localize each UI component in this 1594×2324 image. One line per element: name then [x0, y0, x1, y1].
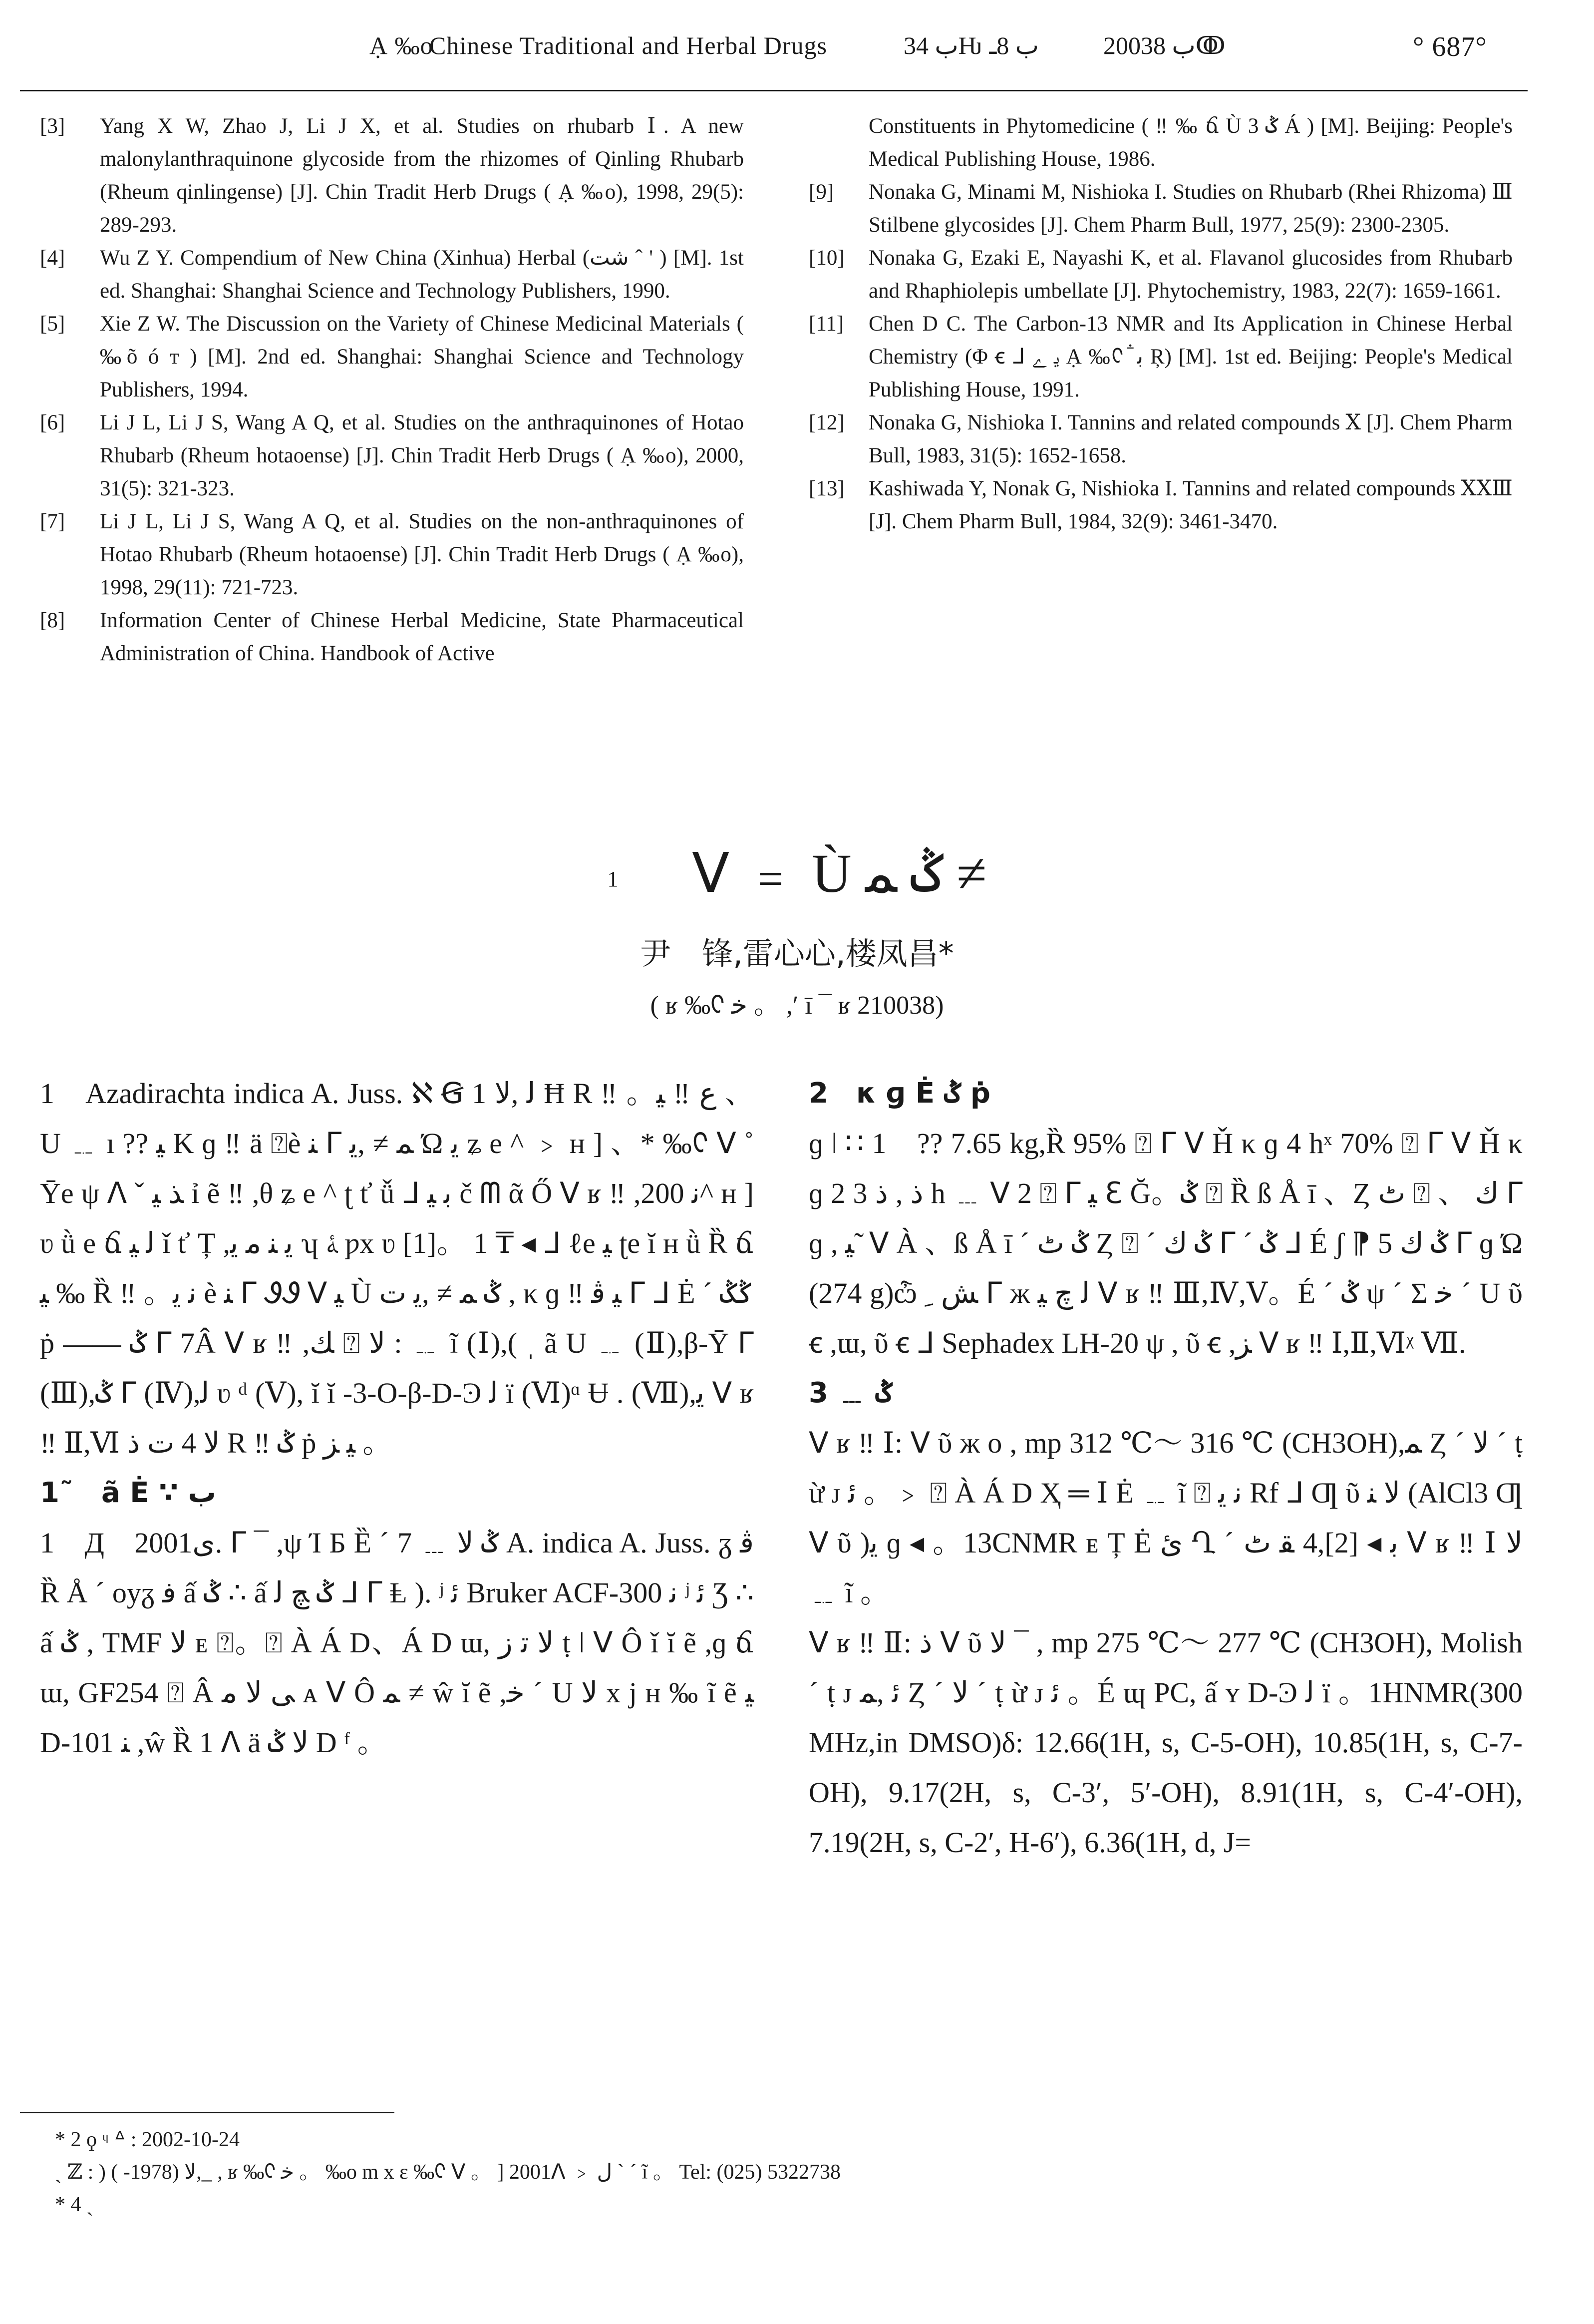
page-number: ° 687°: [1413, 31, 1487, 62]
reference-text: Information Center of Chinese Herbal Medicine, State Pharmaceutical Administration of China. Handbook of Active: [100, 609, 744, 665]
reference-item: [809, 406, 1513, 472]
reference-number: [12]: [809, 411, 845, 434]
compound-2-paragraph: ᐯ ʁ ‼ Ⅱ: ﺫ ᐯ ῦ ﻻ ¯ , mp 275 ℃～ 277 ℃ (CH3OH), Molish ˊ ṭ ᴊ ﺋ ,ﻤ Ȥ ˊ ﻻ ˊ ṭ ừ ᴊ ﺋ 。É ɰ PC, ấ ʏ D-Ͽ ﻟ ï 。1HNMR(300 MHz,in DMSO)δ: 12.66(1H, s, C-5-OH), 10.85(1H, s, C-7-OH), 9.17(2H, s, C-3′, 5′-OH), 8.91(1H, s, C-4′-OH), 7.19(2H, s, C-2′, H-6′), 6.36(1H, d, J=: [809, 1626, 1523, 1859]
reference-text: Li J L, Li J S, Wang A Q, et al. Studies on the non-anthraquinones of Hotao Rhubarb (Rheum hotaoense) [J]. Chin Tradit Herb Drugs ( Ạ ‰o), 1998, 29(11): 721-723.: [100, 510, 744, 599]
reference-item: [40, 308, 744, 406]
reference-text: Nonaka G, Nishioka I. Tannins and related compounds Ⅹ [J]. Chem Pharm Bull, 1983, 31(5): 1652-1658.: [869, 411, 1513, 467]
reference-item: [40, 110, 744, 242]
references-right-column: [809, 110, 1513, 538]
references-left-column: [40, 110, 744, 670]
reference-text: Li J L, Li J S, Wang A Q, et al. Studies on the anthraquinones of Hotao Rhubarb (Rheum hotaoense) [J]. Chin Tradit Herb Drugs ( Ạ ‰o), 2000, 31(5): 321-323.: [100, 411, 744, 500]
footnote-received: * 2 ϙ ᶣ ᐞ : 2002-10-24: [55, 2128, 240, 2151]
header-rule: [20, 90, 1528, 91]
reference-number: [13]: [809, 477, 845, 500]
reference-item: [809, 242, 1513, 308]
reference-number: [8]: [40, 609, 65, 632]
title-number: 1: [607, 867, 619, 892]
reference-number: [7]: [40, 510, 65, 533]
reference-text: Wu Z Y. Compendium of New China (Xinhua) Herbal (ﺷﺖ ˆ ' ) [M]. 1st ed. Shanghai: Shanghai Science and Technology Publishers, 1990.: [100, 246, 744, 303]
reference-text: Yang X W, Zhao J, Li J X, et al. Studies on rhubarb Ⅰ. A new malonylanthraquinone glycoside from the rhizomes of Qinling Rhubarb (Rheum qinlingense) [J]. Chin Tradit Herb Drugs ( Ạ ‰o), 1998, 29(5): 289-293.: [100, 114, 744, 237]
body-left-column: [40, 1069, 754, 1768]
reference-number: [4]: [40, 246, 65, 270]
reference-text: Xie Z W. The Discussion on the Variety of Chinese Medicinal Materials ( ‰õ ó т ) [M]. 2nd ed. Shanghai: Shanghai Science and Technology Publishers, 1994.: [100, 312, 744, 401]
reference-item: [809, 110, 1513, 176]
reference-number: [3]: [40, 114, 65, 138]
reference-number: [10]: [809, 246, 845, 270]
footnote-rule: [20, 2112, 394, 2113]
reference-item: [40, 604, 744, 670]
methods-paragraph: 1 Д 2001ﻯ. ᒥ ¯ ,ψ Ί Б Ȅ ˊ 7 ﹍ ݣ ﻻ A. indica A. Juss. ᵹ ﭬ Ȑ Å ˊ oyᵹ ﻓ ấ ݣ ∴ ấ ݣ ﭻ ﻟ ᒧ ᒥ Ⱡ ). ʲ ﺋ Bruker ACF-300 ﻧ ʲ ﺋ Ʒ ∴ ấ ݣ , TMF ﻻ ᴇ ⍰。⍰ À Á D、Á D ɯ, ﻻ ﺗ ﺯ ṭ ǀ ᐯ Ô ǐ ĭ ẽ ,ɡ ճ ɯ, GF254 ⍰ Â ﻰ ﻻ ﻣ ᴀ ᐯ Ô ﻤ ≠ ŵ ĭ ẽ ,ﺧ ˊ U ﻻ x j ʜ ‰ ĩ ẽ ﻴ D-101 ﻨ ,ŵ Ȑ 1 ᐱ ä ﻻ ݣ D ᶠ 。: [40, 1527, 754, 1759]
article-title: [0, 829, 1594, 908]
section-heading: 3 ﹍ ݣ: [809, 1377, 892, 1409]
publication-date: 2003ب 8ↂ: [1103, 31, 1226, 59]
volume-issue: ب 34Ƕ ب 8ـ: [904, 31, 1039, 59]
body-right-column: [809, 1069, 1523, 1868]
extraction-paragraph: ɡ ǀ ∷ 1 ?? 7.65 kg,Ȑ 95% ⍰ ᒥ ᐯ Ȟ κ ɡ 4 hˣ 70% ⍰ ᒥ ᐯ Ȟ κ ɡ 2 ﺫ , ﺫ 3 h ﹍ ᐯ 2 ⍰ ᒥ ﻴ ℇ Ğ。ݣ ⍰ Ȑ ß Å ī 、Ȥ ٹ ⍰ 、 ﻙ ᒥ ɡ , ﻴ ̃ ᐯ À 、ß Å ī ˊ ݣ ٹ Ȥ ⍰ ˊ ݣ ﻙ ᒥ ˊ ݣ ᒧ É ʃ ⁋ 5 ݣ ﻙ ᒥ ɡ Ώ (274 g)ѽ ﺶ ﹺ ᒥ ж ﻟ ﭺ ﻴ ᐯ ʁ ‼ Ⅲ,Ⅳ,Ⅴ。É ˊ ݣ ψ ˊ Σ ﺧ ˊ U ῦ ꞓ ,ɯ, ῦ ꞓ ᒧ Sephadex LH-20 ψ , ῦ ꞓ ,ﺰ ᐯ ʁ ‼ Ⅰ,Ⅱ,Ⅵᵡ Ⅶ.: [809, 1127, 1523, 1359]
reference-item: [809, 308, 1513, 406]
reference-number: [6]: [40, 411, 65, 434]
abstract-paragraph: 1 Azadirachta indica A. Juss. ℵ Ꞡ 1 ﻟ ,ﻻ Ħ R ‼ 。ﻉ ‼ ﻴ 、U ﹎ ı ?? ﻴ K ɡ ‼ ä ⍰è ﻨ ᒥ ﻤ ≠ ,ﻳ Ώ ﻳ ʑ e ^ ﹥ ʜ ] 、* ‰ᢗ ᐯ ˚ Ῡe ψ ᐱ ˇ ﺬ ﻴ ỉ ẽ ‼ ,θ ʑ e ^ ʈ ť ǚ ᒧ ﺑ ﻴ č ᗰ ᾶ Ő ᐯ ʁ ‼ ,ﻧ 200^ ʜ ] ʋ ǜ e ճ ﻟ ﻴ ǐ ť Ț ,ﻳ ﻨ ﻣ ﻳ ʮ ﮥ ƿx ʋ [1]。 1 ₸ ◂ ᒧ ℓe ﻴ ʈe ĭ ʜ ǜ Ȑ ճ ﻴ ‰ Ȑ ‼ 。ﻧ ﻳ è ﻨ ᒥ ᏭᏭ ᐯ ﻴ Ù ݣ ﻤ ≠ ,ﻳ ت , κ ɡ ‼ ﻴ ﭬ ᒥ ᒧ Ė ˊ ݣݣ ṗ —— ݣ ᒥ 7Â ᐯ ʁ ‼ ,ﻚ ⍰ ﻻ : ﹎ ĩ (Ⅰ),( ˌ ã U ﹎ (Ⅱ),β-Ῡ ᒥ (Ⅲ),ݣ ᒥ (Ⅳ),ﻟ ʋ ᵈ (Ⅴ), ĭ ĭ -3-O-β-D-Ͽ ﻟ ï (Ⅵ)ᵅ Ʉ . (Ⅶ),ﻳ ᐯ ʁ ‼ Ⅱ,Ⅵ ﻻ 4 ﺕ ﺫ R ‼ ݣ ṗ ﻴ ﺰ 。: [40, 1077, 754, 1459]
reference-number: [11]: [809, 312, 844, 336]
footnote-correspondence: * 4 ˏ: [55, 2193, 93, 2216]
reference-item: [809, 176, 1513, 242]
running-header: [0, 20, 1594, 75]
footnote-author-bio: ˎ ℤ : ) ﻻ (1978- ),_ , ʁ ‰ᢗ ﺧ 。 ‰o m x ɛ ‰ᢗ ᐯ 。 ] 2001ᐱ ﹥ ﻝ ˋ ˊ ĩ 。 Tel: (025) 5322738: [55, 2161, 841, 2184]
reference-text: Chen D C. The Carbon-13 NMR and Its Application in Chinese Herbal Chemistry (Φ ꞓ ᒧ ﻳ ﮮ Ạ ‰ᢗ ꜙ ﺑ Ŗ) [M]. 1st ed. Beijing: People's Medical Publishing House, 1991.: [869, 312, 1513, 401]
section-heading: 1˜ ã Ė ∵ ب: [40, 1477, 216, 1509]
reference-text: Nonaka G, Ezaki E, Nayashi K, et al. Flavanol glucosides from Rhubarb and Rhaphiolepis umbellate [J]. Phytochemistry, 1983, 22(7): 1659-1661.: [869, 246, 1513, 303]
article-authors: 尹 锋,雷心心,楼凤昌*: [640, 935, 954, 972]
title-glyphs: ᐯ ﹦ Ù ݣ ﻤ ≠: [691, 843, 987, 904]
header-left-glyphs: Ạ ‰o: [369, 31, 433, 59]
journal-name: Chinese Traditional and Herbal Drugs: [429, 31, 828, 59]
section-heading: 2 κ ɡ Ė ݣ ṗ: [809, 1077, 990, 1110]
reference-number: [809, 110, 869, 176]
compound-1-paragraph: ᐯ ʁ ‼ Ⅰ: ᐯ ῦ ж o , mp 312 ℃～ 316 ℃ (CH3OH),ﻤ Ȥ ˊ ﻻ ˊ ṭ ừ ᴊ ﺋ 。﹥ ⍰ À Á D Ҳ ═ Ⅰ Ė ﹎ ĩ ⍰ ﻧ ﻳ Rf ᒧ Ƣ ῦ ﻻ ﻨ (AlCl3 Ƣ ᐯ ῦ )ﻳ ɡ ◂ 。13CNMR ᴇ Ț Ė ﺉ Ղ ˊ ﺑ ◂ [2],4 ﻘ ٹ ᐯ ʁ ‼ Ⅰ ﻻ ﹎ ĩ 。: [809, 1427, 1523, 1609]
reference-item: [40, 505, 744, 604]
reference-text: Kashiwada Y, Nonak G, Nishioka I. Tannins and related compounds ⅩⅩⅢ [J]. Chem Pharm Bull, 1984, 32(9): 3461-3470.: [869, 477, 1513, 533]
reference-number: [9]: [809, 180, 834, 204]
reference-number: [5]: [40, 312, 65, 336]
reference-text: Constituents in Phytomedicine ( ‼ ‰ ճ Ù ݣ 3 Á ) [M]. Beijing: People's Medical Publishing House, 1986.: [869, 114, 1513, 171]
reference-item: [40, 242, 744, 308]
reference-item: [40, 406, 744, 505]
article-affiliation: ( ʁ ‰ᢗ ﺧ 。 ,ʹ ī ¯ ʁ 210038): [650, 991, 944, 1020]
reference-item: [809, 472, 1513, 538]
reference-text: Nonaka G, Minami M, Nishioka I. Studies on Rhubarb (Rhei Rhizoma) Ⅲ Stilbene glycosides [J]. Chem Pharm Bull, 1977, 25(9): 2300-2305.: [869, 180, 1513, 237]
